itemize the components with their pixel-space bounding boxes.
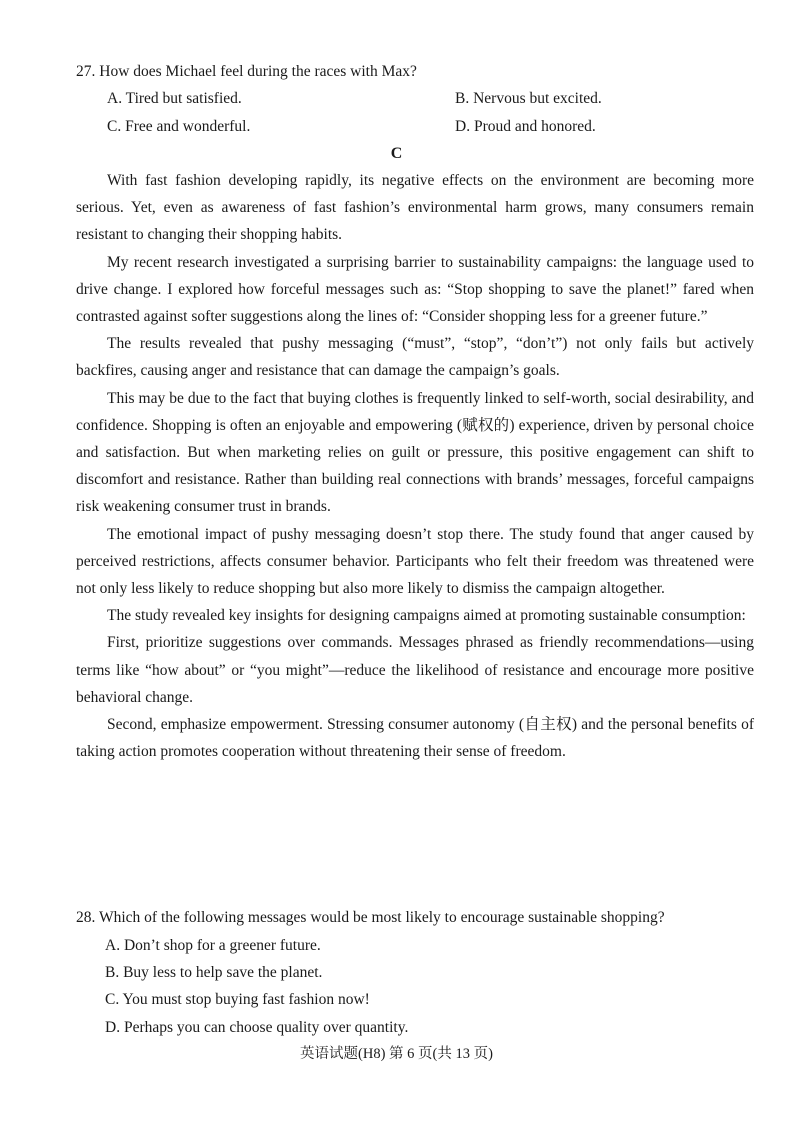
question-27-option-c: C. Free and wonderful. <box>107 118 251 135</box>
question-27-stem: 27. How does Michael feel during the races with Max? <box>76 63 417 80</box>
passage-paragraph: This may be due to the fact that buying clothes is frequently linked to self-worth, social desirability, and confidence. Shopping is often an enjoyable and empowering (赋权的) experience, driven by personal choice and satisfaction. But when marketing relies on guilt or pressure, this positive engagement can shift to discomfort and resistance. Rather than building real connections with brands’ messages, forceful campaigns risk weakening consumer trust in brands. <box>76 389 754 516</box>
question-28-option-b: B. Buy less to help save the planet. <box>105 964 323 981</box>
passage-paragraph: My recent research investigated a surprising barrier to sustainability campaigns: the language used to drive change. I explored how forceful messages such as: “Stop shopping to save the planet!” fared when contrasted against softer suggestions along the lines of: “Consider shopping less for a greener future.” <box>76 253 754 326</box>
passage-paragraph: The results revealed that pushy messaging (“must”, “stop”, “don’t”) not only fails but actively backfires, causing anger and resistance that can damage the campaign’s goals. <box>76 335 754 380</box>
question-28-option-c: C. You must stop buying fast fashion now! <box>105 991 370 1008</box>
question-27-option-b: B. Nervous but excited. <box>455 90 602 107</box>
reading-passage <box>76 167 754 765</box>
question-28-option-a: A. Don’t shop for a greener future. <box>105 937 321 954</box>
question-27-option-a: A. Tired but satisfied. <box>107 90 242 107</box>
passage-paragraph: With fast fashion developing rapidly, its negative effects on the environment are becoming more serious. Yet, even as awareness of fast fashion’s environmental harm grows, many consumers remain resistant to changing their shopping habits. <box>76 172 754 244</box>
passage-paragraph: The study revealed key insights for designing campaigns aimed at promoting sustainable consumption: <box>107 607 746 625</box>
page-footer: 英语试题(H8) 第 6 页(共 13 页) <box>300 1046 493 1062</box>
passage-paragraph: The emotional impact of pushy messaging doesn’t stop there. The study found that anger caused by perceived restrictions, affects consumer behavior. Participants who felt their freedom was threatened were not only less likely to reduce shopping but also more likely to dismiss the campaign altogether. <box>76 525 754 598</box>
passage-paragraph: Second, emphasize empowerment. Stressing consumer autonomy (自主权) and the personal benefits of taking action promotes cooperation without threatening their sense of freedom. <box>76 716 754 761</box>
question-27-option-d: D. Proud and honored. <box>455 118 596 135</box>
section-letter: C <box>390 145 403 162</box>
question-28-stem: 28. Which of the following messages would be most likely to encourage sustainable shopping? <box>76 909 665 926</box>
passage-paragraph: First, prioritize suggestions over commands. Messages phrased as friendly recommendations—using terms like “how about” or “you might”—reduce the likelihood of resistance and encourage more positive behavioral change. <box>76 634 754 706</box>
question-28-option-d: D. Perhaps you can choose quality over quantity. <box>105 1019 409 1036</box>
